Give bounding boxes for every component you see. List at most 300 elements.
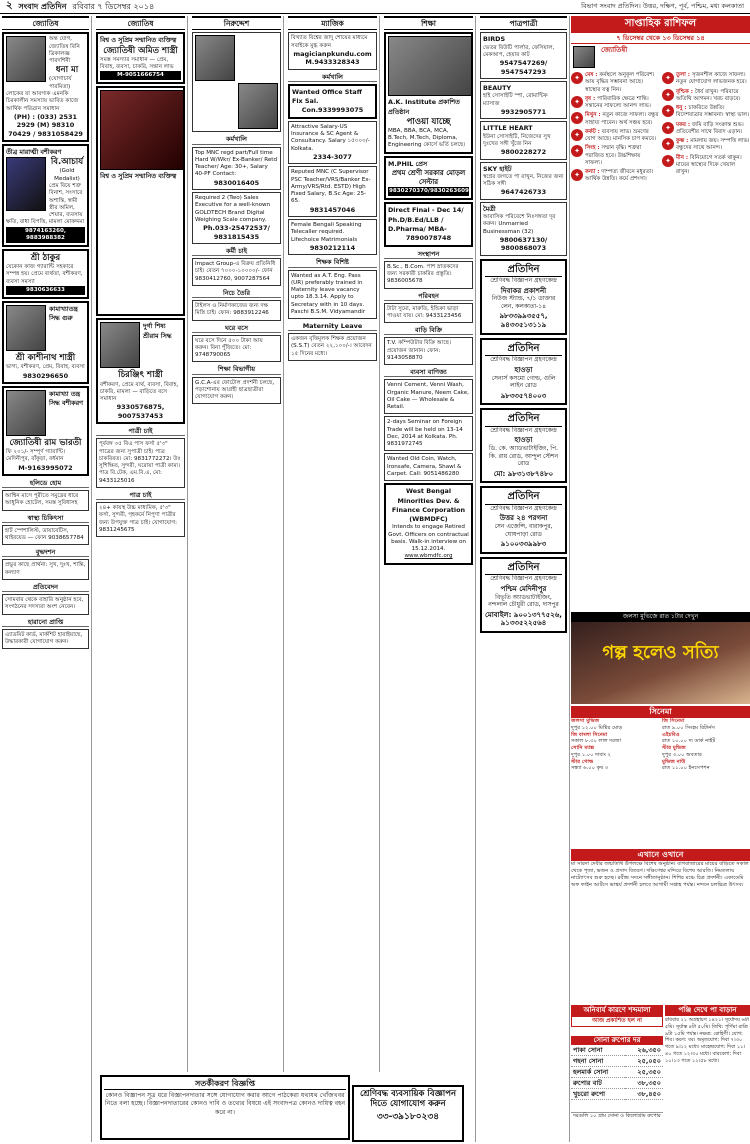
ad-title: West Bengal Minorities Dev. & Finance Corporation (WBMDFC) [391, 487, 466, 524]
classified: প্রভুর কাছে প্রার্থনা: সুখ, দুঃখ, শান্তি, কল্যাণ [2, 559, 89, 580]
show-time: দুপুর ৩.০০ অবতার [662, 751, 702, 758]
section-heading: কর্মখালি [288, 73, 377, 82]
movie-promo [571, 612, 750, 704]
agent-name: হাওড়া [514, 436, 533, 445]
section-heading: বুদ্ধদশন [2, 548, 89, 557]
zodiac-text: কন্যা : দাম্পত্য জীবনে মধুরতা। আর্থিক উন্নতি। কর্মে প্রশংসা। [585, 169, 654, 183]
channel-name: জি সিনেমা [662, 718, 685, 724]
ad-block [384, 32, 473, 153]
cinema-entry [662, 759, 750, 773]
classified: G.C.A-এর ফোটোল প্রদর্শনী চলছে, পড়াশোনায় আগ্রহী ছাত্রছাত্রীরা যোগাযোগ করুন। [192, 377, 281, 405]
section-heading: শিক্ষা বিভাগীয় [192, 365, 281, 374]
ad-block [288, 219, 377, 255]
zodiac-sign-name: কর্কট : [585, 128, 602, 135]
ad-body: ইউনা সোসাইটি, নিজেদের সুখ দুঃখের সঙ্গী খুঁজে নিন [483, 133, 551, 147]
zodiac-entry [571, 145, 659, 167]
rate-item: গহনা সোনা [571, 1055, 625, 1066]
classified: টাইলস ও নির্মাণকাজের জন্য দক্ষ মিস্ত্রি চাই। ফোন: 9883912246 [192, 300, 281, 321]
ad-title: M.PHIL প্রেস [388, 159, 428, 168]
channel-name: মুভিজ নাউ [662, 758, 686, 765]
rate-row [571, 1078, 663, 1089]
agent-phone: ৯৮৩৩৫৭৪০০৩ [500, 391, 547, 400]
zodiac-icon: ✦ [662, 155, 674, 167]
agent-name: দিবাকর প্রকাশনী [500, 286, 547, 295]
ad-phone: 9874163260, 9883988382 [6, 227, 85, 244]
cinema-entry [662, 732, 750, 746]
ad-phone: M.9433328343 [305, 58, 360, 67]
ad-name: বি.আচার্য [50, 157, 84, 168]
column-astrology-1 [0, 16, 92, 1142]
ad-title: Required 2 (Two) Sales Executive for a well-known GOLDTECH Brand Digital Weighing Scale company. [195, 195, 271, 223]
ad-title: বিশ্ব ও সুপ্রিম সম্মানিত ব্যক্তিত্ব [100, 36, 177, 45]
ad-phone: 9932905771 [500, 107, 547, 116]
masthead [0, 0, 750, 14]
zodiac-icon: ✦ [571, 145, 583, 157]
agent-phone: ৯১০০৩৩৯৯৮৩ [500, 540, 547, 549]
column-education [382, 16, 476, 1142]
agent-name: হাওড়া [514, 365, 533, 374]
zodiac-text: মকর : জমি বাড়ি সংক্রান্ত শুভ। প্রতিবেশীর সাথে বিবাদ এড়ান। [676, 121, 744, 135]
agent-address: সেন এজেন্সি, বারাকপুর, ঘোষপাড়া রোড [494, 523, 553, 538]
section-heading: হারানো প্রাপ্তি [2, 618, 89, 627]
zodiac-entry [662, 89, 750, 104]
column-head: ম্যাজিক [288, 16, 377, 30]
zodiac-icon: ✦ [662, 122, 674, 134]
show-time: সন্ধ্যা ৬.০০ কৃষ ৩ [571, 765, 609, 772]
promo-phone: ৩৩-৩৯১৮০২৩৪ [376, 1112, 440, 1123]
section-heading: কর্মখালি [192, 135, 281, 144]
ad-phone: 9800228272 [500, 148, 547, 157]
ad-phone: (PH) : (033) 2531 2929 (M) 98310 70429 / 9831058429 [8, 112, 83, 138]
ad-title: কামাখ্যাতন্ত্র সিদ্ধ গুরু [49, 305, 78, 323]
paper-name: সংবাদ প্রতিদিন [18, 1, 67, 11]
agent-phone: মোবাইল: ৯০০১৩৭৭৫২৬, ৯১৩৩৫২২৫৬৪ [485, 610, 562, 628]
rate-row [571, 1055, 663, 1066]
movie-title: গল্প হলেও সত্যি [602, 641, 719, 663]
zodiac-entry [571, 96, 659, 111]
zodiac-entry [571, 72, 659, 94]
ad-block [96, 318, 185, 424]
ad-block [288, 166, 377, 217]
zodiac-icon: ✦ [662, 105, 674, 117]
channel-name: স্টার মুভিজ [662, 745, 686, 751]
show-time: রাত ৯.০০ সিংহম রিটার্নস [662, 724, 715, 731]
masthead-right: বিভাগ সংবাদ প্রতিদিন। উত্তর, দক্ষিণ, পূর্ব, পশ্চিম, মধ্য কলকাতা [581, 2, 744, 11]
ad-body: ভাগ্য, বশীকরণ, প্রেম, বিবাহ, ব্যবসা [6, 364, 85, 371]
ad-title: বিখ্যাত বিশ্বের জাদু শোয়ের মাধ্যমে সবাইকে মুগ্ধ করুন [291, 35, 368, 49]
ad-phone: 9830016405 [213, 178, 260, 187]
ad-body: (যোগাচার্য পারমিতা) লোকের যা আবগ্যক এমনকি চিরকালীন সমস্যায় ভাবিত কাজে আর্থিক পরিত্রান সমাধান [6, 76, 79, 112]
rate-item: হলমার্ক সোনা [571, 1067, 625, 1078]
ad-phone: 9800637130/ 9800868073 [499, 235, 548, 253]
section-heading: সংস্থাপন [384, 250, 473, 259]
ad-body: বশীকরণ, প্রেমে ব্যর্থ, ব্যবসা, বিবাহ, চাকরি, মামলা — বাড়িতে বসে সমাধান [100, 381, 179, 403]
ad-title: মৈত্রী [483, 204, 496, 213]
website-link[interactable]: www.wbmdfc.org [404, 553, 453, 560]
zodiac-icon: ✦ [662, 72, 674, 84]
advertiser-photo [100, 90, 185, 170]
zodiac-icon: ✦ [662, 89, 674, 101]
zodiac-icon: ✦ [662, 138, 674, 150]
ad-body: প্রেম বিয়ে শত্রু বিনাশ, সংসারে অশান্তি, স্বামী স্ত্রীর অমিল, শেয়ার, ব্যবসায় ক্ষতি, বাধা বিপত্তি, মামলা মোকদ্দমা [6, 182, 85, 226]
cinema-entry [571, 759, 659, 773]
business-ad-promo [352, 1085, 464, 1142]
advertiser-photo [6, 157, 46, 211]
classified [480, 81, 567, 119]
booking-label: শ্রেণিবদ্ধ বিজ্ঞাপন গ্রহণকেন্দ্র [490, 575, 557, 583]
agent-address: নিউজ স্ট্যান্ড, ৭/১ ডাক্তার লেন, কলকাতা-১৪ [491, 295, 556, 310]
zodiac-entry [662, 72, 750, 87]
ad-title: তীব্র মারাত্মী বশীকরণ [6, 148, 62, 157]
show-time: দুপুর ১২.০০ মিষ্টির মোড় [571, 724, 623, 731]
zodiac-text: কর্কট : ব্যবসায় লাভ। ভ্রমণের যোগ আছে। মানসিক চাপ কমবে। [585, 128, 656, 142]
cinema-entry [571, 718, 659, 732]
section-heading: বাড়ি বিক্রি [384, 326, 473, 335]
ad-block [96, 86, 185, 316]
gold-silver-rates [571, 1036, 663, 1100]
warning-notice [100, 1075, 350, 1140]
section-heading: পরিবহন [384, 292, 473, 301]
show-time: রাত ১১.০০ ইনসেপশন [662, 765, 710, 772]
column-astrology-2 [94, 16, 188, 1072]
cinema-entry [662, 718, 750, 732]
classified [192, 147, 281, 191]
events-heading: এখানে ওখানে [571, 849, 750, 861]
section-heading: হলিডে হোম [2, 479, 89, 488]
channel-name: স্টার গোল্ড [571, 758, 594, 765]
zodiac-text: কুম্ভ : মামলায় জয়। সম্পত্তি লাভ। বন্ধুদের সাথে আনন্দ। [676, 138, 750, 152]
column-head: জ্যোতিষ [96, 16, 185, 30]
zodiac-sign-name: সিংহ : [585, 145, 602, 152]
ad-body: আবাসিক পরিবেশে নিঃসঙ্গতা দূর করুন। Unmarried Businessman (32) [483, 214, 556, 235]
rate-row [571, 1067, 663, 1078]
classified: ঘরে বসে দিনে ৫০০ টাকা আয় করুন। বিনা পুঁজিতে। মো: 9748790065 [192, 335, 281, 363]
page-number: ২ [6, 0, 13, 12]
ad-title: কামাখ্যা তন্ত্র সিদ্ধ বশীকরণ [49, 389, 83, 408]
ad-title: BEAUTY [483, 84, 512, 93]
zodiac-text: মেষ : কর্মস্থলে অনুকূল পরিবেশ। আয় বৃদ্ধির সম্ভাবনা আছে। স্বাস্থ্যের যত্ন নিন। [585, 72, 655, 93]
ad-name: পাওয়া যাচ্ছে [406, 116, 451, 127]
zodiac-text: সিংহ : সম্মান বৃদ্ধি। শত্রুরা পরাজিত হবে। উচ্চশিক্ষায় সাফল্য। [585, 145, 642, 166]
horoscope-left [571, 72, 659, 186]
agent-phone: ৯৮৩৩৯৯৩৫৫৭, ৯৪৩৩৫১৩১১৯ [499, 312, 548, 330]
ad-block [192, 32, 281, 132]
rate-value: ৩৮,৪৫০ [625, 1089, 663, 1100]
ad-phone: Con.9339993075 [301, 106, 364, 115]
ad-phone: 9830270370/9830263609 [388, 187, 469, 196]
rate-row [571, 1089, 663, 1100]
crossword-notice: আজ প্রকাশিত হল না [571, 1016, 663, 1027]
section-heading: Maternity Leave [288, 322, 377, 331]
ad-block [384, 156, 473, 201]
cinema-entry [571, 745, 659, 759]
pratidin-booking-center [480, 259, 567, 335]
ad-body: Intends to engage Retired Govt. Officers on contractual basis. Walk-in interview on 15.12.2014. [388, 524, 469, 553]
zodiac-icon: ✦ [571, 112, 583, 124]
column-head: শিক্ষা [384, 16, 473, 30]
ad-title: দুর্গা শিষ্য শ্রীরাম সিদ্ধ [143, 322, 172, 340]
classified: এ্যাডমিট কার্ড, মার্কশিট হারাইয়াছে, উদ্ধারকারী যোগাযোগ করুন। [2, 629, 89, 650]
classified: 2-days Seminar on Foreign Trade will be held on 13-14 Dec, 2014 at Kolkata. Ph. 9831972745 [384, 416, 473, 451]
ad-website: magicianpkundu.com [293, 49, 372, 58]
ad-name: শ্রী কাশীনাথ শাস্ত্রী [15, 353, 76, 364]
zodiac-entry [571, 112, 659, 127]
classified [192, 192, 281, 244]
zodiac-sign-name: মিথুন : [585, 112, 603, 119]
advertiser-photo [388, 36, 473, 96]
zodiac-icon: ✦ [571, 96, 583, 108]
zodiac-text: বৃশ্চিক : ধৈর্য রাখুন। পরিবারে অতিথি আগমন। খরচ বাড়বে। [676, 88, 741, 102]
agent-address: ডি. কে. অ্যাডভাটাইজিং, পি. কি. রায় রোড, আন্দুল স্টেশন রোড [488, 445, 559, 468]
channel-name: সোনি ম্যাক্স [571, 745, 595, 751]
section-heading: স্বাস্থ্য চিকিৎসা [2, 514, 89, 523]
advertiser-photo [100, 322, 140, 368]
classified: টাটা সুমো, মারুতি, ইন্ডিকা ভাড়া পাওয়া যায়। মো: 9433123456 [384, 303, 473, 324]
zodiac-entry [662, 155, 750, 177]
zodiac-sign-name: ধনু : [676, 105, 689, 111]
advertiser-photo [6, 305, 46, 351]
cinema-entry [571, 732, 659, 746]
ad-block [2, 32, 89, 142]
ad-name: জ্যোতিষী অমিত শাস্ত্রী [103, 45, 178, 56]
almanac-heading: পঞ্জি দেখে পা বাড়ান [665, 1005, 750, 1016]
rate-row [571, 1045, 663, 1056]
ad-block [384, 202, 473, 246]
classified: একজন বৃত্তিমূলক শিক্ষক প্রয়োজন (S.S.T) বেতন ২২,১০০/-। আবেদন ১৫ দিনের মধ্যে। [288, 333, 377, 361]
show-time: সকাল ৮.৩০ লাল দরজা [571, 738, 622, 745]
rates-footnote: দরগুলি ১০ গ্রাম সোনা ও কিলোগ্রাম রুপোর [571, 1112, 663, 1119]
zodiac-entry [662, 122, 750, 137]
show-time: দুপুর ১.০০ দাবাং ২ [571, 751, 612, 758]
astrologer-box [571, 44, 750, 70]
agent-address: বিভূতি অ্যাডভাটাইজিং, নন্দলাল চৌধুরী রোড, দাসপুর [488, 593, 559, 609]
zodiac-entry [571, 169, 659, 184]
zodiac-sign-name: কন্যা : [585, 169, 602, 175]
agent-address: সেনার্স কসমো গোল্ড, গুলি লাইন রোড [491, 374, 556, 390]
agent-phone: মো: ৯৮৩১৩৮৭৪৮০ [493, 469, 554, 478]
ad-phone: M-9051666754 [100, 71, 181, 80]
cinema-entry [662, 745, 750, 759]
classified: T.V. কম্পিউটার বিক্রি আছে। প্রয়োজন জানান। ফোন: 9143058870 [384, 337, 473, 365]
advertiser-photo [6, 36, 46, 82]
pratidin-logo: প্রতিদিন [485, 491, 562, 505]
rate-item: পাকা সোনা [571, 1045, 625, 1056]
zodiac-text: বৃষ : পারিবারিক ক্ষেত্রে শান্তি। সন্তানের সাফল্যে আনন্দ লাভ। [585, 95, 651, 109]
pratidin-booking-center [480, 486, 567, 554]
paper-date: রবিবার ৭ ডিসেম্বর ২০১৪ [72, 1, 155, 11]
ad-block [384, 483, 473, 564]
zodiac-text: ধনু : চাকরিতে উন্নতি। বিদেশযাত্রার সম্ভাবনা। স্বাস্থ্য ভাল। [676, 105, 750, 119]
classified: B.Sc., B.Com. পাশ স্নাতকদের জন্য সরকারী চাকরির প্রস্তুতি। 9836005678 [384, 261, 473, 289]
zodiac-icon: ✦ [571, 72, 583, 84]
ad-phone: 9830212114 [309, 243, 356, 252]
ad-block [288, 84, 377, 119]
ad-phone: 9831457046 [309, 205, 356, 214]
zodiac-entry [662, 105, 750, 120]
ad-block [288, 121, 377, 165]
column-magic [286, 16, 380, 1072]
classified: পূর্ববঙ্গ ৩৫ বিএ পাস ফর্সা ৫'৩" পাত্রের জন্য সুপাত্রী চাই। পাত্র চাকরিরত। মো: 9831772272। উঃ সুশিক্ষিত, সুন্দরী, ঘরোয়া পাত্রী কাম্য। পাত্র বি.টেক, এম.বি.এ, মো: 9433125016 [96, 438, 185, 488]
zodiac-sign-name: মেষ : [585, 72, 600, 78]
ad-subtitle: (Gold Medalist) [54, 168, 80, 182]
ad-block [2, 301, 89, 384]
zodiac-text: মিথুন : নতুন কাজে সাফল্য। বন্ধুর সাহায্য পাবেন। অর্থ সঞ্চয় হবে। [585, 112, 659, 126]
classified: Wanted Old Coin, Watch, Ironsafe, Camera, Shawl & Carpet. Call: 9051486280 [384, 453, 473, 481]
ad-body: ফি ২০১/- সম্পূর্ণ গ্যারান্টি। মেদিনীপুর, বাঁকুড়া, বর্ধমান [6, 449, 65, 463]
rate-value: ৩৮,৩৫০ [625, 1078, 663, 1089]
zodiac-sign-name: বৃষ : [585, 95, 598, 102]
classified [480, 32, 567, 79]
column-head: নিরুদ্দেশ [192, 16, 281, 30]
missing-person-photo [238, 83, 278, 129]
section-heading: পাত্রী চাই [96, 427, 185, 436]
zodiac-entry [662, 138, 750, 153]
ad-phone: 2334-3077 [313, 152, 352, 161]
rates-heading: সোনা রুপোর দর [571, 1036, 663, 1045]
astrologer-label: জ্যোতিষী [601, 45, 628, 54]
classified: Venni Cement, Venni Wash, Organic Manure, Neem Cake, Oil Cake — Wholesale & Retail. [384, 379, 473, 414]
pratidin-logo: প্রতিদিন [485, 264, 562, 278]
classified: Impact Group-এ বিক্রয় প্রতিনিধি চাই। বেতন ৭০০০-১০০০০/- ফোন 9830412760, 9007287564 [192, 258, 281, 286]
ad-title: Top MNC regd part/Full time Hard W/Wkr/ Ex-Banker/ Retd Teacher/ Age: 30+, Salary 40-PF Contact: [195, 149, 278, 178]
ad-name: জ্যোতিষী রাম ভারতী [9, 437, 82, 448]
ad-name: শ্রী ঠাকুর [30, 253, 61, 264]
advertiser-photo [6, 390, 46, 436]
rate-item: রুপোর বাট [571, 1078, 625, 1089]
ad-body: হাই সোসাইটি স্পা, রোমান্টিক ম্যাসাজ [483, 93, 548, 107]
ad-title: Attractive Salary-US Insurance & SC Agent & Consultancy. Salary ১৫০০০/- Kolkata. [291, 123, 370, 152]
ad-title: BIRDS [483, 35, 506, 44]
ad-phone: M-9163995072 [18, 463, 73, 472]
agent-name: উত্তর ২৪ পরগনা [499, 514, 548, 523]
ad-phone: 9830296650 [22, 371, 69, 380]
column-matrimony [478, 16, 570, 1142]
pratidin-logo: প্রতিদিন [485, 343, 562, 357]
classified: Wanted as A.T. Eng. Pass (UR) preferably trained in Maternity leave vacancy upto 18.3.14. Apply to Secretary with in 10 days. Paschi B.S.M. Vidyamandir [288, 270, 377, 320]
ad-phone: 9330576875, 9007537453 [116, 403, 165, 420]
cinema-heading: সিনেমা [571, 706, 750, 718]
ad-phone: 9547547269/ 9547547293 [499, 59, 548, 76]
ad-block [2, 144, 89, 247]
ad-block [288, 32, 377, 69]
show-time: রাত ১০.০০ দ্য ডার্ক নাইট [662, 738, 716, 745]
zodiac-text: তুলা : সৃজনশীল কাজে সাফল্য। নতুন যোগাযোগ লাভজনক হবে। [676, 72, 747, 86]
pratidin-booking-center [480, 408, 567, 483]
horoscope-title: সাপ্তাহিক রাশিফল [571, 16, 750, 33]
section-heading: কর্মী চাই [192, 247, 281, 256]
channel-name: জি বাংলা সিনেমা [571, 731, 608, 738]
pratidin-logo: প্রতিদিন [485, 562, 562, 576]
notice-body: কোনও বিজ্ঞাপন সূত্র ধরে বিজ্ঞাপনদাতার সঙ্গে যোগাযোগ করার আগে পাঠকেরা যথাযথ খোঁজখবর নিতে বলা হচ্ছে। বিজ্ঞাপনদাতারের কোনও দাবি ও তথ্যের বিষয়ে এই সংবাদপত্র কোনও দায়িত্ব বহন করে না। [104, 1092, 346, 1116]
ad-title: Reputed MNC (C Supervisor PSC Teacher/VRS/Banker Ex-Army/VRS/Rtd. ESTD) High Fixed Salary, B.Sc Age: 25-65. [291, 169, 371, 205]
classified: সোমবার থেকে বাহারি অনুষ্ঠান হবে, সংগঠনের সদস্যরা অংশ নেবেন। [2, 594, 89, 615]
channel-name: জলসা মুভিজ [571, 718, 600, 724]
events-body: মা সারদা দেবীর জন্মতিথি উপলক্ষে বিশেষ অনুষ্ঠান। বাগবাজারের মায়ের বাড়িতে সকাল থেকে পূজা, ভজন ও প্রসাদ বিতরণ। দক্ষিণেশ্বর মন্দিরে বিশেষ আরতি। নিমতলায় নাট্যোৎসব শুরু হচ্ছে। রবীন্দ্র সদনে সঙ্গীতানুষ্ঠান। শিশির মঞ্চে চিত্র প্রদর্শনী। একাডেমি অফ ফাইন আর্টসে ভাস্কর্য প্রদর্শনী চলবে আগামী সপ্তাহ পর্যন্ত। নন্দনে চলচ্চিত্র উৎসব। [571, 861, 749, 889]
zodiac-entry [571, 129, 659, 144]
almanac-body: রবিবার ২১ অগ্রহায়ণ ১৪২১। সূর্যোদয় ৬টা ৫মি। সূর্যাস্ত ৪টা ৫০মি। তিথি: পূর্ণিমা রাত্রি ৯টা ১৫মি পর্যন্ত। নক্ষত্র: রোহিণী। যোগ: শিব। করণ: বব। অমৃতযোগ: দিবা ৭।৩০ গতে ৯।১২ মধ্যে। মাহেন্দ্রযোগ: দিবা ১১।৪০ গতে ১২।৩০ মধ্যে। বারবেলা: দিবা ১০।১৩ গতে ১২।৫৮ মধ্যে। [665, 1017, 749, 1064]
booking-label: শ্রেণিবদ্ধ বিজ্ঞাপন গ্রহণকেন্দ্র [490, 426, 557, 434]
ad-title: SKY হাইট [483, 164, 512, 173]
section-heading: ব্যবসা বাণিজ্য [384, 368, 473, 377]
ad-title: বিশ্ব ও সুপ্রিম সম্মানিত ব্যক্তিত্ব [100, 172, 177, 181]
rate-item: খুচরো রুপো [571, 1089, 625, 1100]
ad-title: অন্ত যোগ, জ্যোতিষ বিনি ত্রিকালজ্ঞ পারদর্শিনী [49, 36, 80, 65]
ad-block [96, 32, 185, 84]
ad-name: প্রথম শ্রেণী সরকার মোড়ল সেল্টার [391, 169, 466, 187]
crossword-notice-heading: অনিবার্য কারণে শব্দমালা [571, 1005, 663, 1016]
ad-body: MBA, BBA, BCA, MCA, B.Tech, M.Tech, Diploma, Engineering কোর্সে ভর্তি চলছে। [388, 127, 466, 149]
pratidin-booking-center [480, 557, 567, 633]
astrologer-photo [573, 46, 595, 68]
ad-phone: Ph.033-25472537/ 9831815435 [203, 224, 270, 241]
zodiac-sign-name: মকর : [676, 121, 692, 128]
ad-block [2, 249, 89, 299]
ad-block [2, 386, 89, 476]
section-heading: নিচে তৈরি [192, 289, 281, 298]
zodiac-sign-name: মীন : [676, 154, 690, 161]
rate-value: ২৫,৩৫০ [625, 1067, 663, 1078]
horoscope-date-range: ৭ ডিসেম্বর থেকে ১৩ ডিসেম্বর ১৪ [571, 33, 750, 44]
notice-title: সতর্কীকরণ বিজ্ঞপ্তি [104, 1079, 346, 1090]
ad-body: স্বপ্নের জগতে পা রাখুন, নিজের জন্য সঠিক সঙ্গী [483, 173, 564, 188]
ad-name: ধনা মা [55, 65, 79, 76]
promo-title: শ্রেণিবদ্ধ ব্যবসায়িক বিজ্ঞাপন দিতে যোগাযোগ করুন [359, 1089, 457, 1110]
classified: ২৪+ কায়স্থ উচ্চ মাধ্যমিক, ৫'৩" ফর্সা, সুন্দরী, গৃহকর্মে নিপুণা পাত্রীর জন্য উপযুক্ত পাত্র চাই। যোগাযোগ: 9831245675 [96, 502, 185, 537]
section-heading: পাত্র চাই [96, 491, 185, 500]
classified: আশ্বিন মাসে পুরীতে সমুদ্রের ধারে আধুনিক হোটেল, সমস্ত সুবিধাসহ [2, 490, 89, 511]
classified [480, 202, 567, 256]
zodiac-text: মীন : বিনিয়োগে সতর্ক থাকুন। মায়ের স্বাস্থ্যের দিকে খেয়াল রাখুন। [676, 154, 742, 175]
classified: হার্ট স্পেশালিস্ট, ডায়াবেটিস, থাইরয়েড — ফোন 9038657784 [2, 525, 89, 546]
ad-title: Wanted Office Staff Fix Sal. [292, 87, 362, 106]
pratidin-logo: প্রতিদিন [485, 413, 562, 427]
booking-label: শ্রেণিবদ্ধ বিজ্ঞাপন গ্রহণকেন্দ্র [490, 356, 557, 364]
ad-phone: 9830636633 [6, 286, 85, 295]
zodiac-icon: ✦ [571, 129, 583, 141]
missing-person-photo [195, 35, 235, 81]
pratidin-booking-center [480, 338, 567, 406]
booking-label: শ্রেণিবদ্ধ বিজ্ঞাপন গ্রহণকেন্দ্র [490, 277, 557, 285]
ad-name: চিরঞ্জিৎ শাস্ত্রী [118, 370, 163, 381]
column-head: জ্যোতিষ [2, 16, 89, 30]
column-head: পাত্রপাত্রী [480, 16, 567, 30]
section-heading: শিক্ষক বিশিষ্ট [288, 258, 377, 267]
ad-phone: 7890078748 [405, 234, 452, 243]
rates-table [571, 1045, 663, 1101]
zodiac-sign-name: তুলা : [676, 72, 692, 78]
cinema-listing [571, 718, 750, 846]
ad-body: সমস্ত সমস্যার সমাধান — প্রেম, বিবাহ, ব্যবসা, চাকরি, সন্তান লাভ [100, 56, 174, 70]
agent-name: পশ্চিম মেদিনীপুর [500, 584, 547, 593]
ad-title: LITTLE HEART [483, 124, 533, 133]
horoscope-right [662, 72, 750, 178]
ad-body: যেকোন কাজ গ্যারান্টি সহকারে সম্পন্ন হয়। প্রেমে ব্যর্থতা, বশীকরণ, ব্যবসা সমস্যা [6, 264, 83, 285]
ad-title: Direct Final - Dec 14/ Ph.D/B.Ed/LLB / D.Pharma/ MBA- [388, 206, 464, 233]
zodiac-sign-name: কুম্ভ : [676, 138, 691, 144]
rate-value: ২৬,৩৫০ [625, 1045, 663, 1056]
ad-body: ভেতর বিউটি পার্লার, ফেসিয়াল, মেকআপ, হেয়ার কাট [483, 44, 555, 58]
classified [480, 121, 567, 159]
section-heading: ঘরে বসে [192, 324, 281, 333]
classified [480, 162, 567, 200]
ad-title: A.K. Institute প্রকাশিত প্রতিষ্ঠান [388, 98, 460, 116]
ad-title: Female Bengali Speaking Telecaller required. Lifechoice Matrimonials [291, 222, 362, 243]
zodiac-sign-name: বৃশ্চিক : [676, 88, 695, 95]
section-heading: প্রতিবেদন [2, 583, 89, 592]
rate-value: ২৫,০৫০ [625, 1055, 663, 1066]
zodiac-icon: ✦ [571, 169, 583, 181]
booking-label: শ্রেণিবদ্ধ বিজ্ঞাপন গ্রহণকেন্দ্র [490, 504, 557, 512]
